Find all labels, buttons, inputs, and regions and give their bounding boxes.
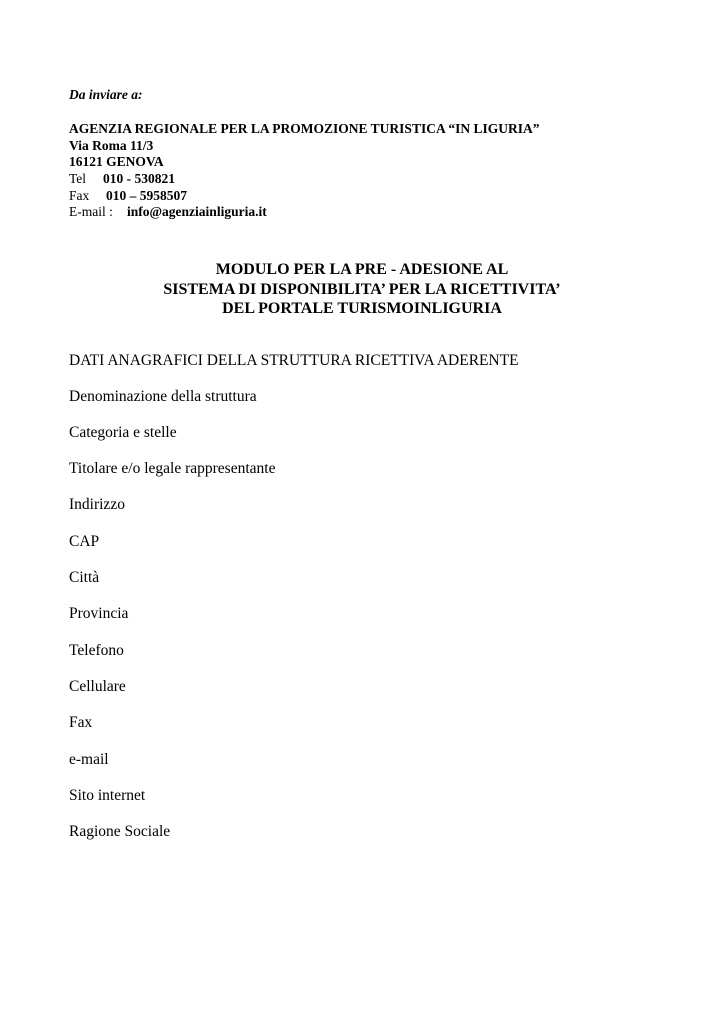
agency-street: Via Roma 11/3	[69, 138, 154, 153]
field-titolare: Titolare e/o legale rappresentante	[69, 460, 276, 477]
form-title-line-3: DEL PORTALE TURISMOINLIGURIA	[222, 300, 502, 317]
field-categoria: Categoria e stelle	[69, 424, 177, 441]
agency-tel	[69, 172, 175, 186]
field-email: e-mail	[69, 751, 109, 768]
fax-label: Fax	[69, 188, 90, 203]
tel-value: 010 - 530821	[103, 171, 175, 186]
field-ragione-sociale: Ragione Sociale	[69, 823, 171, 840]
field-fax: Fax	[69, 714, 93, 731]
field-cellulare: Cellulare	[69, 678, 126, 695]
field-cap: CAP	[69, 533, 100, 550]
field-citta: Città	[69, 569, 100, 586]
form-title-line-1: MODULO PER LA PRE - ADESIONE AL	[215, 261, 509, 278]
agency-name: AGENZIA REGIONALE PER LA PROMOZIONE TURISTICA “IN LIGURIA”	[69, 121, 540, 136]
form-title-line-2: SISTEMA DI DISPONIBILITA’ PER LA RICETTIVITA’	[163, 281, 561, 298]
field-denominazione: Denominazione della struttura	[69, 388, 257, 405]
email-label: E-mail :	[69, 204, 113, 219]
field-sito-internet: Sito internet	[69, 787, 146, 804]
email-value: info@agenziainliguria.it	[127, 204, 267, 219]
fax-value: 010 – 5958507	[106, 188, 187, 203]
field-indirizzo: Indirizzo	[69, 496, 125, 513]
agency-fax	[69, 189, 187, 203]
agency-city: 16121 GENOVA	[69, 154, 164, 169]
tel-label: Tel	[69, 171, 87, 186]
agency-email	[69, 205, 267, 219]
field-provincia: Provincia	[69, 605, 129, 622]
section-heading: DATI ANAGRAFICI DELLA STRUTTURA RICETTIVA ADERENTE	[69, 352, 519, 369]
field-telefono: Telefono	[69, 642, 124, 659]
send-to-label: Da inviare a:	[69, 87, 143, 102]
